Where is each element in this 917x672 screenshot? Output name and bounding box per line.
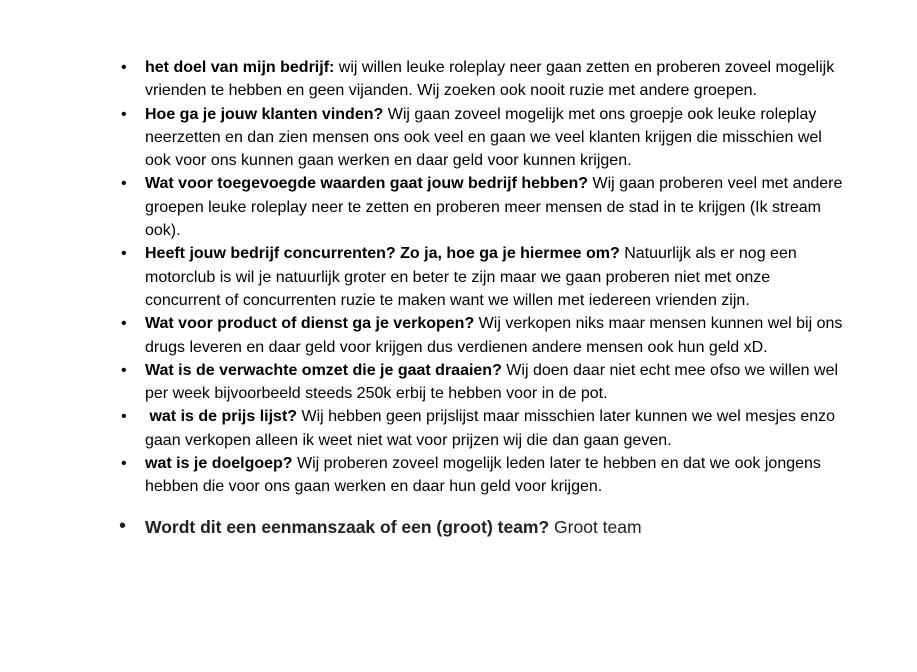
question-text: Heeft jouw bedrijf concurrenten? Zo ja, hoe ga je hiermee om? [145, 245, 620, 263]
answer-text: Groot team [549, 516, 642, 537]
question-text: wat is de prijs lijst? [145, 408, 298, 426]
list-item [121, 405, 848, 452]
list-item [121, 242, 848, 312]
question-text: Wat voor toegevoegde waarden gaat jouw bedrijf hebben? [145, 175, 589, 193]
question-text: het doel van mijn bedrijf: [145, 59, 335, 76]
answer-text: wij willen leuke roleplay neer gaan zetten en proberen zoveel mogelijk vrienden te hebben en geen vijanden. Wij zoeken ook nooit ruzie met andere groepen. [145, 59, 839, 100]
question-text: Wat voor product of dienst ga je verkopen? [145, 315, 475, 333]
list-item [121, 452, 848, 499]
bullet-icon: • [121, 315, 127, 333]
list-item [121, 172, 848, 242]
answer-text: Wij hebben geen prijslijst maar misschien later kunnen we wel mesjes enzo gaan verkopen alleen ik weet niet wat voor prijzen wij die dan gaan geven. [145, 408, 840, 449]
answer-text: Wij gaan proberen veel met andere groepen leuke roleplay neer te zetten en proberen meer mensen de stad in te krijgen (Ik stream ook). [145, 175, 847, 240]
bullet-icon: • [121, 175, 127, 193]
list-item [121, 56, 848, 103]
question-text: Hoe ga je jouw klanten vinden? [145, 105, 384, 123]
list-item [121, 359, 848, 406]
question-text: wat is je doelgoep? [145, 455, 293, 473]
bullet-icon: • [121, 455, 127, 473]
bullet-icon: • [121, 408, 127, 426]
bullet-icon: • [121, 59, 127, 76]
answer-text: Wij proberen zoveel mogelijk leden later te hebben en dat we ook jongens hebben die voor ons gaan werken en daar hun geld voor krijgen. [145, 455, 826, 496]
list-item [119, 514, 848, 539]
list-item [121, 103, 848, 173]
bullet-icon: • [119, 514, 127, 537]
answer-text: Wij doen daar niet echt mee ofso we willen wel per week bijvoorbeeld steeds 250k erbij te hebben voor in de pot. [145, 361, 843, 403]
answer-text: Wij gaan zoveel mogelijk met ons groepje ook leuke roleplay neerzetten en dan zien mensen ons ook veel en gaan we veel klanten krijgen die misschien wel ook voor ons kunnen gaan werken en daar geld voor kunnen krijgen. [145, 105, 827, 170]
answer-text: Natuurlijk als er nog een motorclub is wil je natuurlijk groter en beter te zijn maar we gaan proberen niet met onze concurrent of concurrenten ruzie te maken want we willen met iedereen vrienden zijn. [145, 245, 802, 309]
question-text: Wat is de verwachte omzet die je gaat draaien? [145, 361, 502, 379]
answer-text: Wij verkopen niks maar mensen kunnen wel bij ons drugs leveren en daar geld voor krijgen dus verdienen andere mensen ook hun geld xD. [145, 315, 847, 356]
list-item [121, 312, 848, 359]
question-text: Wordt dit een eenmanszaak of een (groot) team? [145, 516, 550, 537]
bullet-icon: • [121, 105, 127, 123]
bullet-icon: • [121, 245, 127, 263]
bulleted-list [119, 56, 848, 539]
bullet-icon: • [121, 361, 127, 379]
